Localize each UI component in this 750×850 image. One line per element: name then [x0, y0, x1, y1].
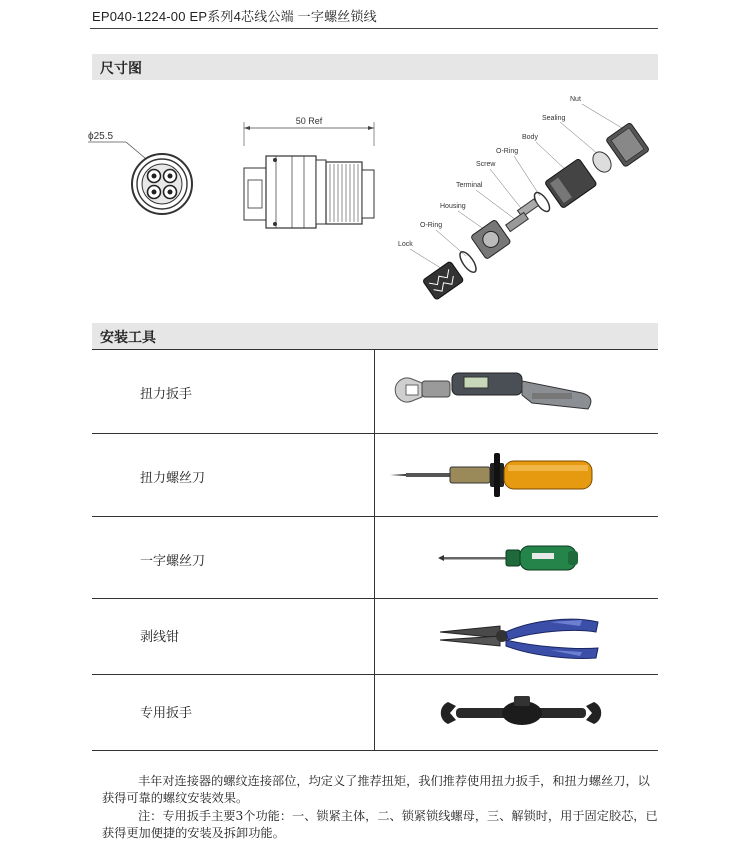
section-title-tools: 安装工具 [100, 330, 156, 346]
tool-name: 一字螺丝刀 [140, 554, 206, 569]
part-label-lock: Lock [398, 241, 413, 248]
tool-name: 扭力扳手 [140, 387, 193, 402]
tool-name: 扭力螺丝刀 [140, 471, 206, 486]
table-row [92, 349, 658, 434]
wire-stripper-icon [382, 610, 612, 662]
table-row [92, 598, 658, 675]
table-row [92, 433, 658, 517]
table-row [92, 516, 658, 599]
exploded-view [398, 96, 650, 300]
torque-screwdriver-icon [382, 449, 612, 501]
part-label-screw: Screw [476, 161, 496, 168]
part-label-nut: Nut [570, 96, 581, 103]
special-wrench-icon [382, 688, 612, 736]
part-label-sealing: Sealing [542, 115, 566, 122]
part-label-housing: Housing [440, 203, 466, 210]
diameter-label: ϕ25.5 [88, 131, 114, 142]
part-label-oring-1: O-Ring [496, 148, 519, 155]
tools-table [92, 349, 658, 750]
section-title-dimensions: 尺寸图 [100, 61, 142, 77]
dimension-drawing [88, 84, 658, 314]
flat-screwdriver-icon [382, 538, 612, 578]
front-view [88, 131, 192, 214]
torque-wrench-icon [382, 363, 612, 421]
install-note-paragraph: 丰年对连接器的螺纹连接部位，均定义了推荐扭矩，我们推荐使用扭力扳手，和扭力螺丝刀，以获得可靠的螺纹安装效果。 [102, 774, 650, 805]
section-band-tools [92, 323, 658, 349]
length-label: 50 Ref [295, 116, 323, 126]
tool-name: 剥线钳 [140, 630, 180, 645]
tool-name: 专用扳手 [140, 706, 193, 721]
part-label-oring-2: O-Ring [420, 222, 443, 229]
table-row [92, 674, 658, 751]
section-band-dimensions [92, 54, 658, 80]
wrench-function-note: 注：专用扳手主要3个功能：一、锁紧主体，二、锁紧锁线螺母，三、解锁时，用于固定胶芯，已获得更加便捷的安装及拆卸功能。 [102, 809, 658, 840]
part-label-body: Body [522, 134, 538, 141]
part-label-terminal: Terminal [456, 182, 483, 189]
header-rule [90, 28, 658, 29]
document-header: EP040-1224-00 EP系列4芯线公端 一字螺丝锁线 [92, 9, 377, 24]
side-view [244, 116, 374, 228]
